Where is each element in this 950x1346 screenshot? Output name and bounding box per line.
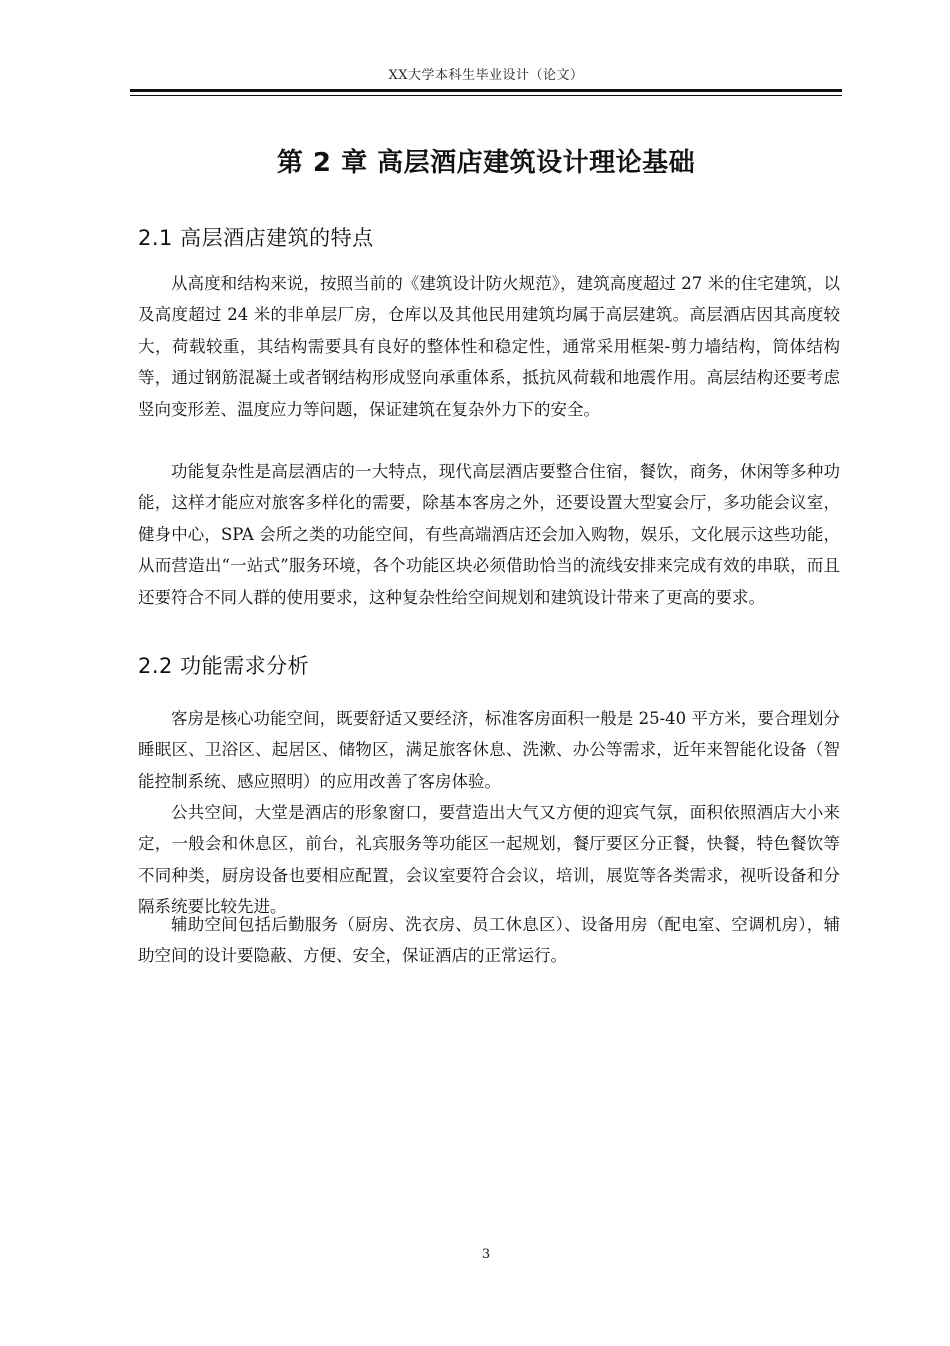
chapter-title: 第 2 章 高层酒店建筑设计理论基础 <box>276 148 696 178</box>
paragraph-public-space: 公共空间，大堂是酒店的形象窗口，要营造出大气又方便的迎宾气氛，面积依照酒店大小来定，一般会和休息区，前台，礼宾服务等功能区一起规划，餐厅要区分正餐，快餐，特色餐饮等不同种类，厨房设备也要相应配置，会议室要符合会议，培训，展览等各类需求，视听设备和分隔系统要比较先进。 <box>138 803 840 917</box>
paragraph-auxiliary-space: 辅助空间包括后勤服务（厨房、洗衣房、员工休息区）、设备用房（配电室、空调机房），辅助空间的设计要隐蔽、方便、安全，保证酒店的正常运行。 <box>138 915 840 966</box>
header-rule-thin <box>130 95 842 96</box>
section-heading-2-2: 2.2 功能需求分析 <box>138 654 310 678</box>
header-rule-thick <box>130 89 842 92</box>
paragraph-structure: 从高度和结构来说，按照当前的《建筑设计防火规范》，建筑高度超过 27 米的住宅建筑，以及高度超过 24 米的非单层厂房，仓库以及其他民用建筑均属于高层建筑。高层酒店因其高度较大，荷载较重，其结构需要具有良好的整体性和稳定性，通常采用框架-剪力墙结构，筒体结构等，通过钢筋混凝土或者钢结构形成竖向承重体系，抵抗风荷载和地震作用。高层结构还要考虑竖向变形差、温度应力等问题，保证建筑在复杂外力下的安全。 <box>138 274 840 419</box>
paragraph-function-complexity: 功能复杂性是高层酒店的一大特点，现代高层酒店要整合住宿，餐饮，商务，休闲等多种功能，这样才能应对旅客多样化的需要，除基本客房之外，还要设置大型宴会厅，多功能会议室，健身中心，SPA 会所之类的功能空间，有些高端酒店还会加入购物，娱乐，文化展示这些功能，从而营造出“一站式”服务环境，各个功能区块必须借助恰当的流线安排来完成有效的串联，而且还要符合不同人群的使用要求，这种复杂性给空间规划和建筑设计带来了更高的要求。 <box>138 462 840 607</box>
page-header: XX大学本科生毕业设计（论文） <box>388 68 584 83</box>
paragraph-guest-rooms: 客房是核心功能空间，既要舒适又要经济，标准客房面积一般是 25-40 平方米，要合理划分睡眠区、卫浴区、起居区、储物区，满足旅客休息、洗漱、办公等需求，近年来智能化设备（智能控制系统、感应照明）的应用改善了客房体验。 <box>138 709 840 791</box>
section-heading-2-1: 2.1 高层酒店建筑的特点 <box>138 226 374 250</box>
page-number: 3 <box>481 1247 491 1262</box>
